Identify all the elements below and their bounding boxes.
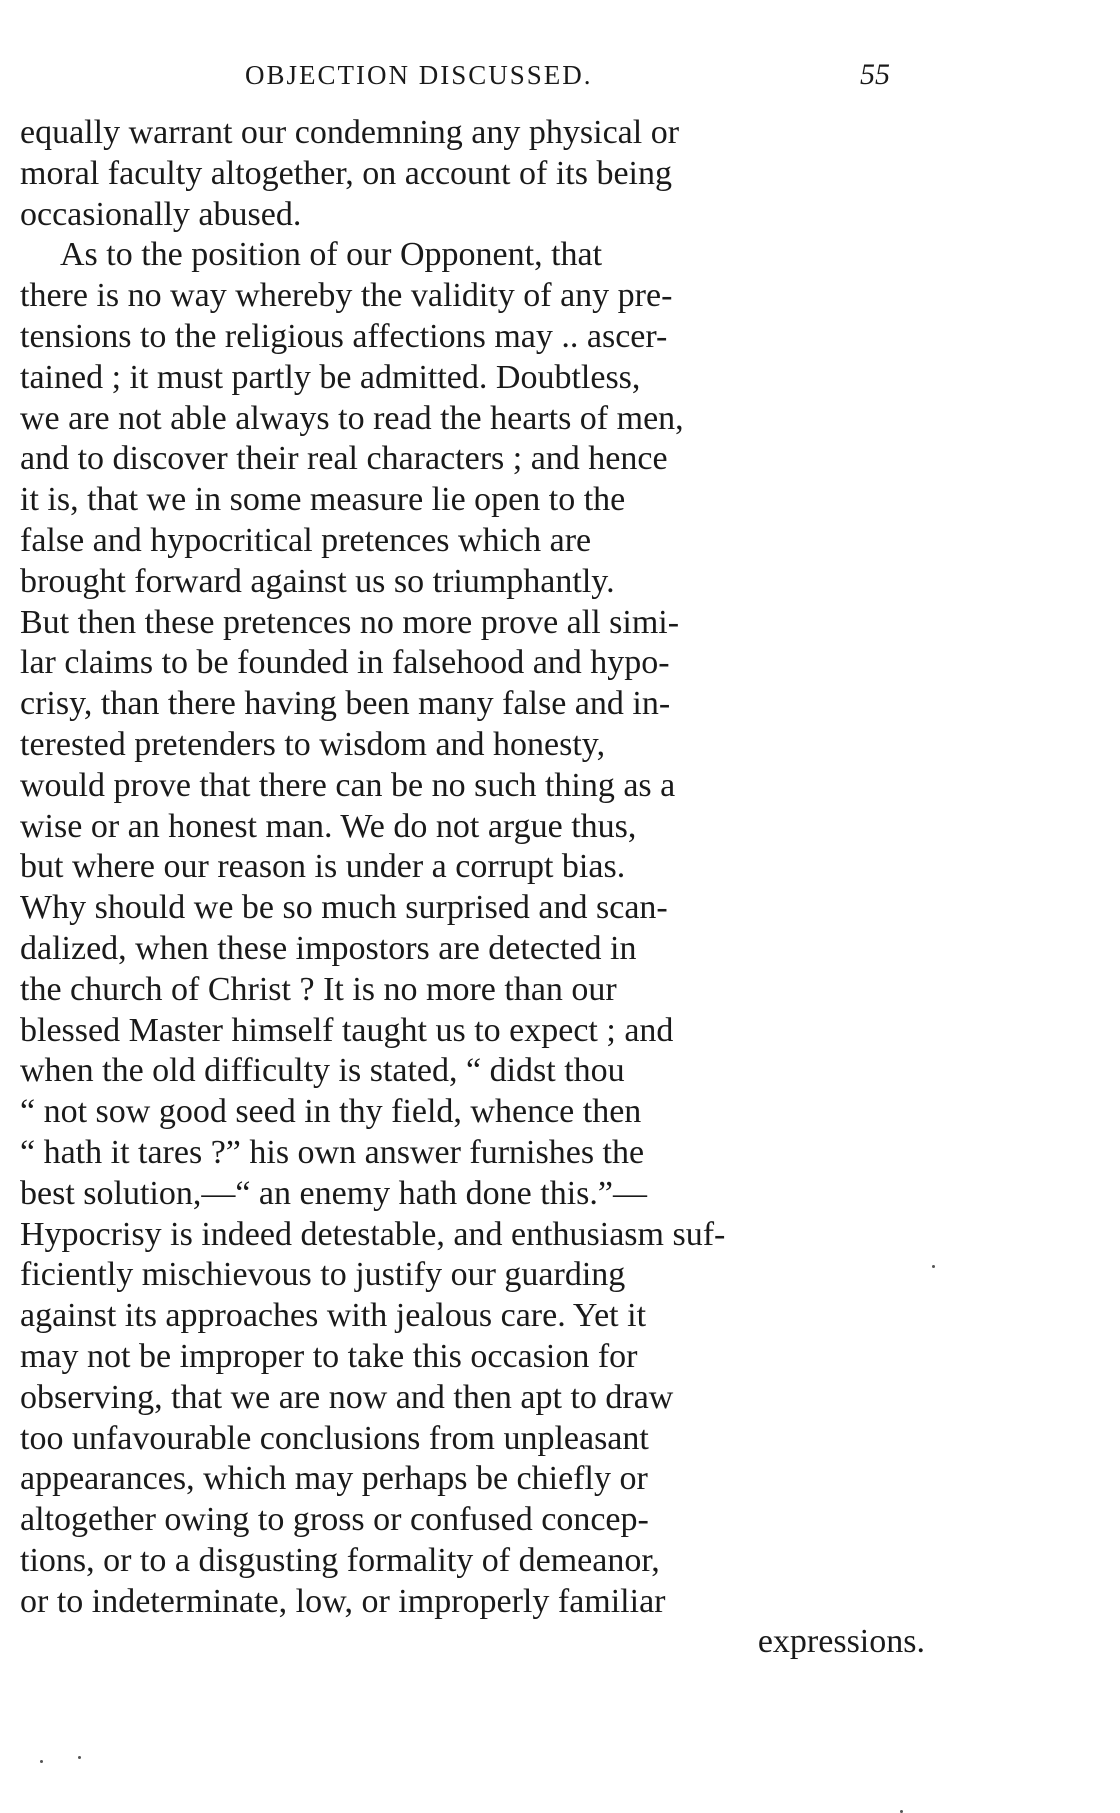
print-speck bbox=[40, 1760, 43, 1763]
text-line: against its approaches with jealous care. Yet it bbox=[20, 1297, 647, 1335]
text-line: ficiently mischievous to justify our guarding bbox=[20, 1256, 626, 1294]
text-line: wise or an honest man. We do not argue thus, bbox=[20, 807, 637, 845]
text-line: tions, or to a disgusting formality of demeanor, bbox=[20, 1541, 660, 1579]
text-line: or to indeterminate, low, or improperly familiar bbox=[20, 1582, 666, 1620]
text-line: tained ; it must partly be admitted. Doubtless, bbox=[20, 358, 641, 396]
text-line: “ not sow good seed in thy field, whence then bbox=[20, 1093, 642, 1131]
text-line: would prove that there can be no such thing as a bbox=[20, 766, 676, 804]
text-line: But then these pretences no more prove all simi- bbox=[20, 603, 680, 641]
text-line: observing, that we are now and then apt to draw bbox=[20, 1378, 674, 1416]
text-line: expressions. bbox=[757, 1623, 925, 1661]
body-text bbox=[20, 113, 925, 1663]
text-line: crisy, than there having been many false and in- bbox=[20, 685, 671, 723]
text-line: it is, that we in some measure lie open to the bbox=[20, 481, 626, 519]
text-line: the church of Christ ? It is no more than our bbox=[20, 970, 617, 1008]
text-line: equally warrant our condemning any physical or bbox=[20, 114, 680, 151]
text-line: moral faculty altogether, on account of its being bbox=[20, 154, 672, 192]
text-line: altogether owing to gross or confused concep- bbox=[20, 1501, 649, 1539]
running-title: OBJECTION DISCUSSED. bbox=[245, 60, 593, 90]
text-line: occasionally abused. bbox=[20, 195, 302, 233]
text-line: and to discover their real characters ; and hence bbox=[20, 440, 668, 478]
text-line: false and hypocritical pretences which are bbox=[20, 521, 592, 559]
running-head bbox=[0, 60, 1120, 100]
text-line: we are not able always to read the hearts of men, bbox=[20, 399, 684, 437]
print-speck bbox=[932, 1265, 935, 1268]
text-line: too unfavourable conclusions from unpleasant bbox=[20, 1419, 649, 1457]
text-line: there is no way whereby the validity of any pre- bbox=[20, 277, 673, 315]
text-line: lar claims to be founded in falsehood and hypo- bbox=[20, 644, 670, 682]
text-line: tensions to the religious affections may .. ascer- bbox=[20, 317, 668, 355]
text-line: best solution,—“ an enemy hath done this.”— bbox=[20, 1174, 647, 1212]
text-line: but where our reason is under a corrupt bias. bbox=[20, 848, 626, 886]
text-line: blessed Master himself taught us to expect ; and bbox=[20, 1011, 674, 1049]
print-speck bbox=[78, 1756, 81, 1759]
text-line: may not be improper to take this occasion for bbox=[20, 1337, 638, 1375]
page-number: 55 bbox=[860, 58, 890, 91]
text-line: dalized, when these impostors are detected in bbox=[20, 929, 637, 967]
text-line: As to the position of our Opponent, that bbox=[60, 236, 603, 274]
text-line: brought forward against us so triumphantly. bbox=[20, 562, 615, 600]
text-line: appearances, which may perhaps be chiefly or bbox=[20, 1460, 648, 1498]
text-line: terested pretenders to wisdom and honesty, bbox=[20, 725, 606, 763]
text-line: Why should we be so much surprised and scan- bbox=[20, 889, 668, 927]
text-line: when the old difficulty is stated, “ didst thou bbox=[20, 1052, 625, 1090]
text-line: “ hath it tares ?” his own answer furnishes the bbox=[20, 1133, 645, 1171]
text-line: Hypocrisy is indeed detestable, and enthusiasm suf- bbox=[20, 1215, 726, 1253]
